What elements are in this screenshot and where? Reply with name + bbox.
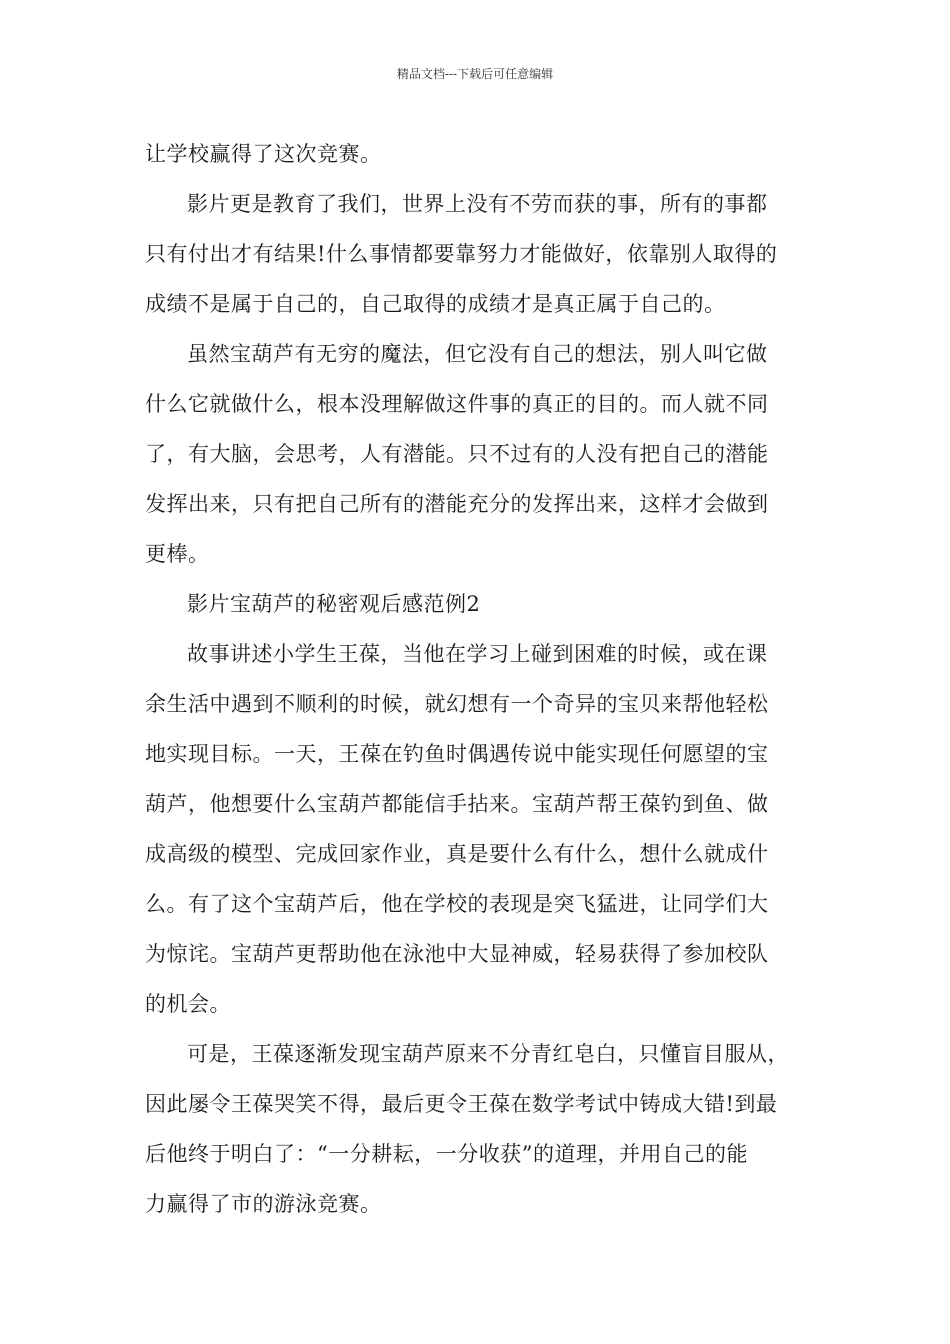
paragraph-3 bbox=[145, 329, 810, 579]
paragraph-4 bbox=[145, 629, 810, 1029]
text-line: 成绩不是属于自己的，自己取得的成绩才是真正属于自己的。 bbox=[145, 292, 726, 316]
text-line: 力赢得了市的游泳竞赛。 bbox=[145, 1192, 382, 1216]
text-line: 故事讲述小学生王葆，当他在学习上碰到困难的时候，或在课 bbox=[187, 642, 768, 666]
text-line: 只有付出才有结果!什么事情都要靠努力才能做好，依靠别人取得的 bbox=[145, 242, 778, 266]
text-line: 了，有大脑，会思考，人有潜能。只不过有的人没有把自己的潜能 bbox=[145, 442, 769, 466]
text-line: 更棒。 bbox=[145, 542, 210, 566]
text-line: 的机会。 bbox=[145, 992, 231, 1016]
text-line: 发挥出来，只有把自己所有的潜能充分的发挥出来，这样才会做到 bbox=[145, 492, 769, 516]
text-line: 虽然宝葫芦有无穷的魔法，但它没有自己的想法，别人叫它做 bbox=[187, 342, 768, 366]
text-line: 可是，王葆逐渐发现宝葫芦原来不分青红皂白，只懂盲目服从， bbox=[187, 1042, 789, 1066]
document-body bbox=[145, 129, 810, 1229]
text-line: 成高级的模型、完成回家作业，真是要什么有什么，想什么就成什 bbox=[145, 842, 769, 866]
paragraph-1 bbox=[145, 129, 810, 179]
text-line: 地实现目标。一天，王葆在钓鱼时偶遇传说中能实现任何愿望的宝 bbox=[145, 742, 769, 766]
text-line: 让学校赢得了这次竞赛。 bbox=[145, 142, 382, 166]
text-line: 么。有了这个宝葫芦后，他在学校的表现是突飞猛进，让同学们大 bbox=[145, 892, 769, 916]
text-line: 影片宝葫芦的秘密观后感范例2 bbox=[187, 592, 481, 616]
paragraph-2 bbox=[145, 179, 810, 329]
text-line: 为惊诧。宝葫芦更帮助他在泳池中大显神威，轻易获得了参加校队 bbox=[145, 942, 769, 966]
text-line: 影片更是教育了我们，世界上没有不劳而获的事，所有的事都 bbox=[187, 192, 768, 216]
page-header: 精品文档---下载后可任意编辑 bbox=[396, 67, 554, 81]
text-line: 余生活中遇到不顺利的时候，就幻想有一个奇异的宝贝来帮他轻松 bbox=[145, 692, 769, 716]
text-line: 葫芦，他想要什么宝葫芦都能信手拈来。宝葫芦帮王葆钓到鱼、做 bbox=[145, 792, 769, 816]
paragraph-5 bbox=[145, 1029, 810, 1229]
section-heading bbox=[145, 579, 810, 629]
text-line: 后他终于明白了：“一分耕耘，一分收获”的道理，并用自己的能 bbox=[145, 1142, 748, 1166]
text-line: 什么它就做什么，根本没理解做这件事的真正的目的。而人就不同 bbox=[145, 392, 769, 416]
text-line: 因此屡令王葆哭笑不得，最后更令王葆在数学考试中铸成大错!到最 bbox=[145, 1092, 778, 1116]
